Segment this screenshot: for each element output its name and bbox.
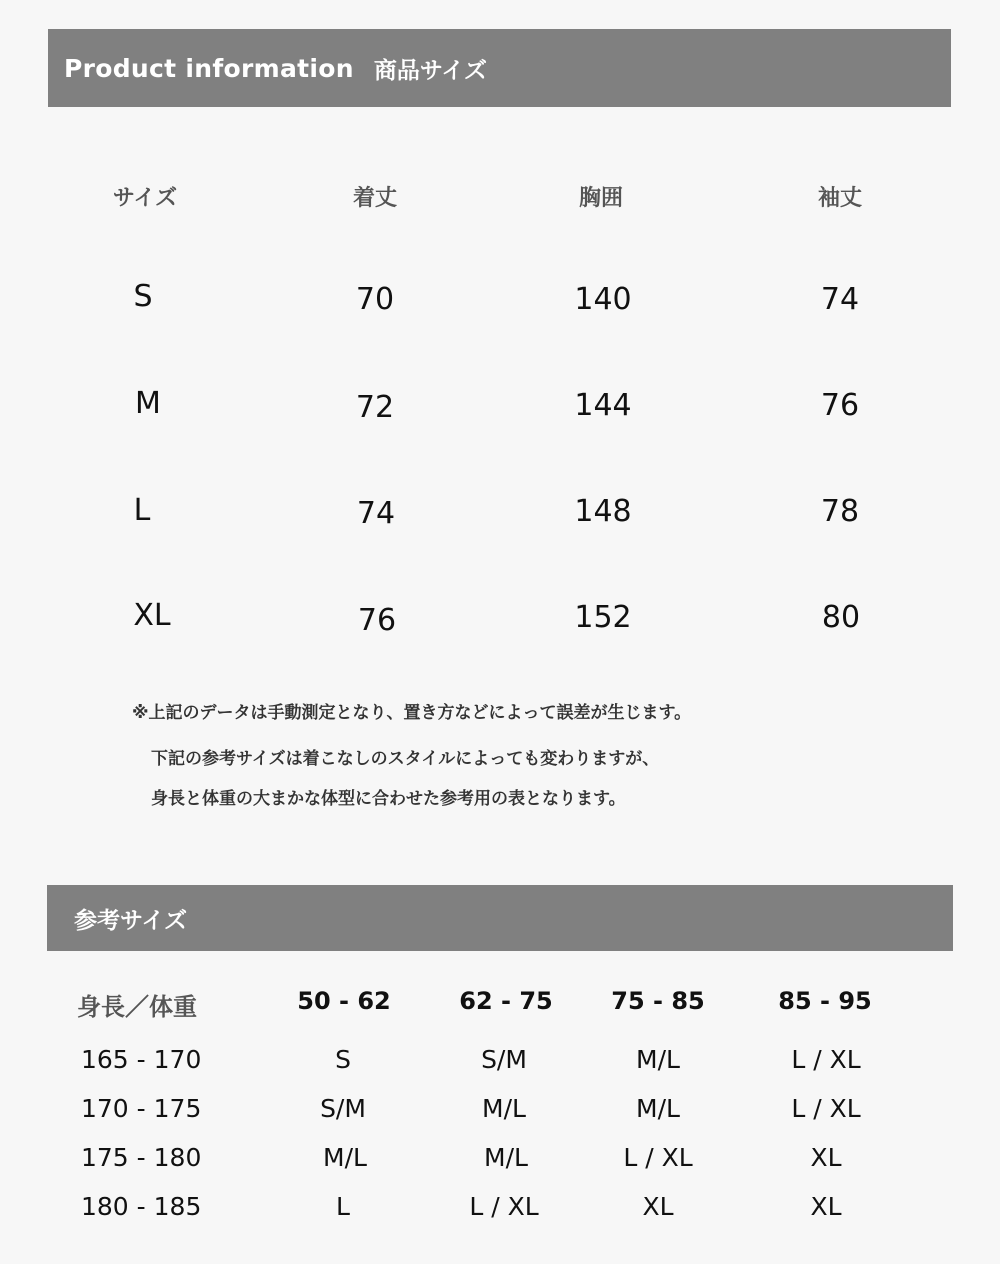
table-cell: L [336,1192,350,1221]
table-cell: L [133,493,151,528]
chest-header: 胸囲 [578,186,624,211]
table-cell: XL [810,1192,842,1221]
table-cell: L / XL [791,1094,861,1123]
table-cell: S [133,279,153,314]
length-header: 着丈 [352,186,398,211]
table-cell: L / XL [623,1143,693,1172]
table-cell: 144 [574,388,632,423]
height-range: 170 - 175 [81,1094,202,1123]
table-cell: 78 [820,494,860,529]
table-cell: S/M [481,1045,527,1074]
product-information-header [48,29,951,107]
reference-note-line2: 身長と体重の大まかな体型に合わせた参考用の表となります。 [151,789,626,809]
table-cell: 76 [820,388,860,423]
table-cell: 74 [820,282,860,317]
section-title-en: Product information [64,53,354,83]
table-cell: 80 [821,600,861,635]
table-cell: S [335,1045,351,1074]
table-cell: M/L [636,1045,680,1074]
weight-range-header: 62 - 75 [459,987,553,1015]
table-cell: L / XL [469,1192,539,1221]
table-cell: M/L [636,1094,680,1123]
table-cell: 152 [574,600,632,635]
table-cell: S/M [320,1094,366,1123]
table-cell: 74 [356,496,396,531]
table-cell: 148 [574,494,632,529]
height-weight-header: 身長／体重 [77,993,197,1021]
table-cell: 76 [357,603,397,638]
measurement-note: ※上記のデータは手動測定となり、置き方などによって誤差が生じます。 [132,703,692,723]
height-range: 165 - 170 [81,1045,202,1074]
table-cell: 140 [574,282,632,317]
section-title: 参考サイズ [74,907,188,934]
table-cell: XL [810,1143,842,1172]
table-cell: M/L [323,1143,367,1172]
sleeve-header: 袖丈 [817,186,863,211]
height-range: 175 - 180 [81,1143,202,1172]
section-title-jp: 商品サイズ [373,57,488,84]
size-header: サイズ [112,186,178,211]
table-cell: 72 [355,390,395,425]
reference-note-line1: 下記の参考サイズは着こなしのスタイルによっても変わりますが、 [151,749,660,769]
table-cell: M/L [482,1094,526,1123]
weight-range-header: 50 - 62 [297,987,391,1015]
table-cell: 70 [355,282,395,317]
weight-range-header: 85 - 95 [778,987,872,1015]
weight-range-header: 75 - 85 [611,987,705,1015]
table-cell: M [135,386,161,421]
table-cell: XL [133,598,171,633]
reference-size-header [47,885,953,951]
table-cell: L / XL [791,1045,861,1074]
table-cell: M/L [484,1143,528,1172]
table-cell: XL [642,1192,674,1221]
height-range: 180 - 185 [81,1192,202,1221]
